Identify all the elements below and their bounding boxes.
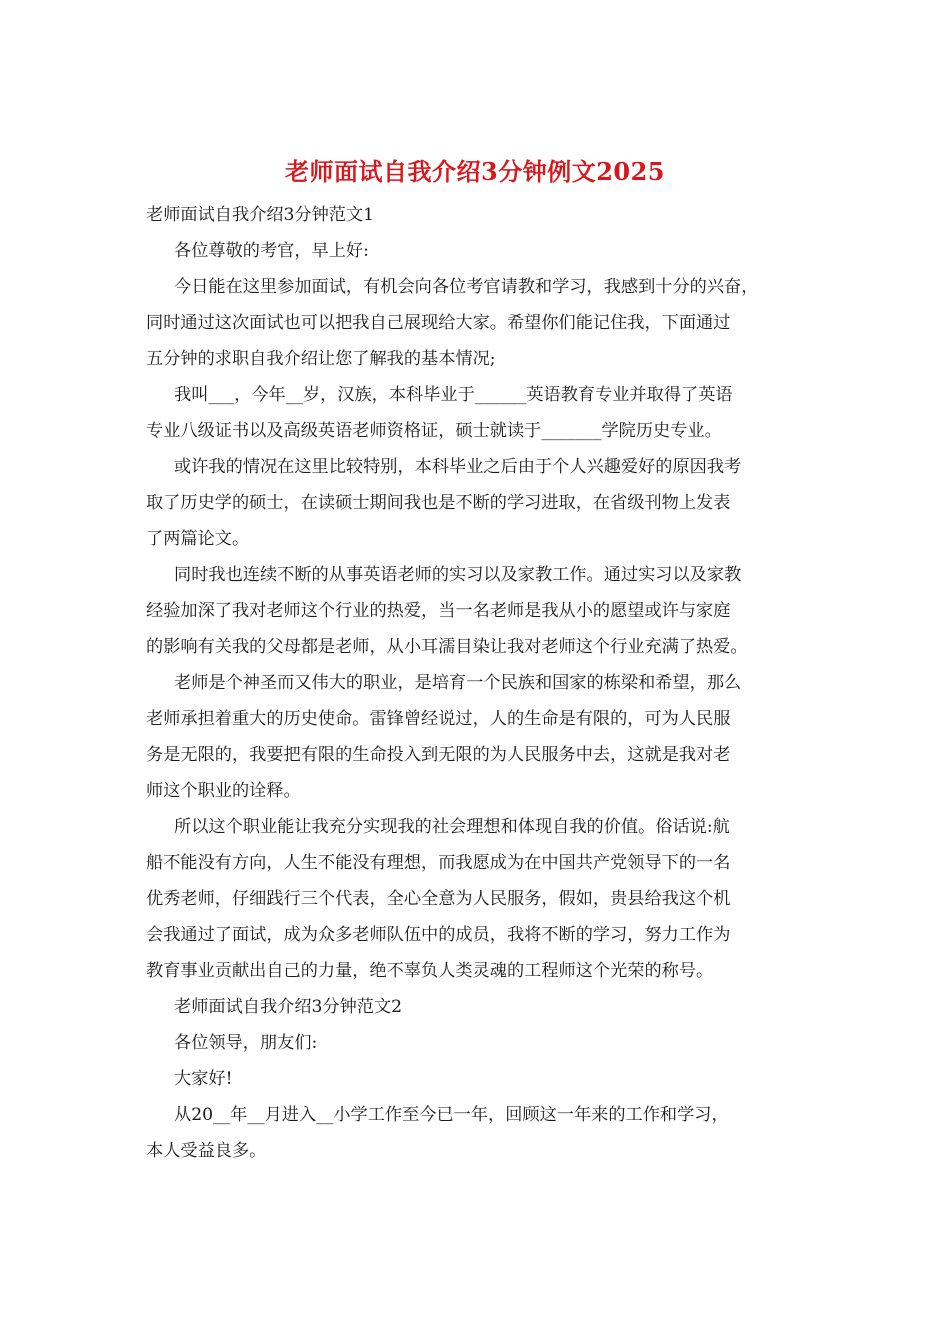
- text-line: 同时我也连续不断的从事英语老师的实习以及家教工作。通过实习以及家教: [174, 565, 742, 585]
- text-line: 或许我的情况在这里比较特别，本科毕业之后由于个人兴趣爱好的原因我考: [174, 457, 742, 477]
- text-line: 老师面试自我介绍3分钟范文1: [146, 205, 375, 225]
- text-line: 船不能没有方向，人生不能没有理想，而我愿成为在中国共产党领导下的一名: [146, 853, 731, 873]
- text-line: 我叫___，今年__岁，汉族，本科毕业于______英语教育专业并取得了英语: [174, 385, 733, 405]
- text-line: 五分钟的求职自我介绍让您了解我的基本情况;: [146, 349, 496, 369]
- text-line: 取了历史学的硕士，在读硕士期间我也是不断的学习进取，在省级刊物上发表: [146, 493, 731, 513]
- text-line: 务是无限的，我要把有限的生命投入到无限的为人民服务中去，这就是我对老: [146, 745, 731, 765]
- text-line: 优秀老师，仔细践行三个代表，全心全意为人民服务，假如，贵县给我这个机: [146, 889, 731, 909]
- text-line: 经验加深了我对老师这个行业的热爱，当一名老师是我从小的愿望或许与家庭: [146, 601, 731, 621]
- document-body: [146, 197, 826, 1169]
- text-line: 的影响有关我的父母都是老师，从小耳濡目染让我对老师这个行业充满了热爱。: [146, 637, 748, 657]
- text-line: 老师承担着重大的历史使命。雷锋曾经说过，人的生命是有限的，可为人民服: [146, 709, 731, 729]
- text-line: 老师面试自我介绍3分钟范文2: [174, 997, 403, 1017]
- text-line: 教育事业贡献出自己的力量，绝不辜负人类灵魂的工程师这个光荣的称号。: [146, 961, 714, 981]
- text-line: 老师是个神圣而又伟大的职业，是培育一个民族和国家的栋梁和希望，那么: [174, 673, 742, 693]
- text-line: 同时通过这次面试也可以把我自己展现给大家。希望你们能记住我，下面通过: [146, 313, 731, 333]
- text-line: 所以这个职业能让我充分实现我的社会理想和体现自我的价值。俗话说:航: [174, 817, 730, 837]
- text-line: 了两篇论文。: [146, 529, 250, 549]
- text-line: 各位领导，朋友们:: [174, 1033, 318, 1053]
- text-line: 会我通过了面试，成为众多老师队伍中的成员，我将不断的学习，努力工作为: [146, 925, 731, 945]
- text-line: 本人受益良多。: [146, 1141, 267, 1161]
- text-line: 今日能在这里参加面试，有机会向各位考官请教和学习，我感到十分的兴奋，: [174, 277, 759, 297]
- text-line: 大家好!: [174, 1069, 233, 1089]
- document-title: 老师面试自我介绍3分钟例文2025: [285, 157, 665, 186]
- text-line: 从20__年__月进入__小学工作至今已一年，回顾这一年来的工作和学习，: [174, 1105, 729, 1125]
- text-line: 专业八级证书以及高级英语老师资格证，硕士就读于_______学院历史专业。: [146, 421, 722, 441]
- text-line: 各位尊敬的考官，早上好:: [174, 241, 369, 261]
- text-line: 师这个职业的诠释。: [146, 781, 301, 801]
